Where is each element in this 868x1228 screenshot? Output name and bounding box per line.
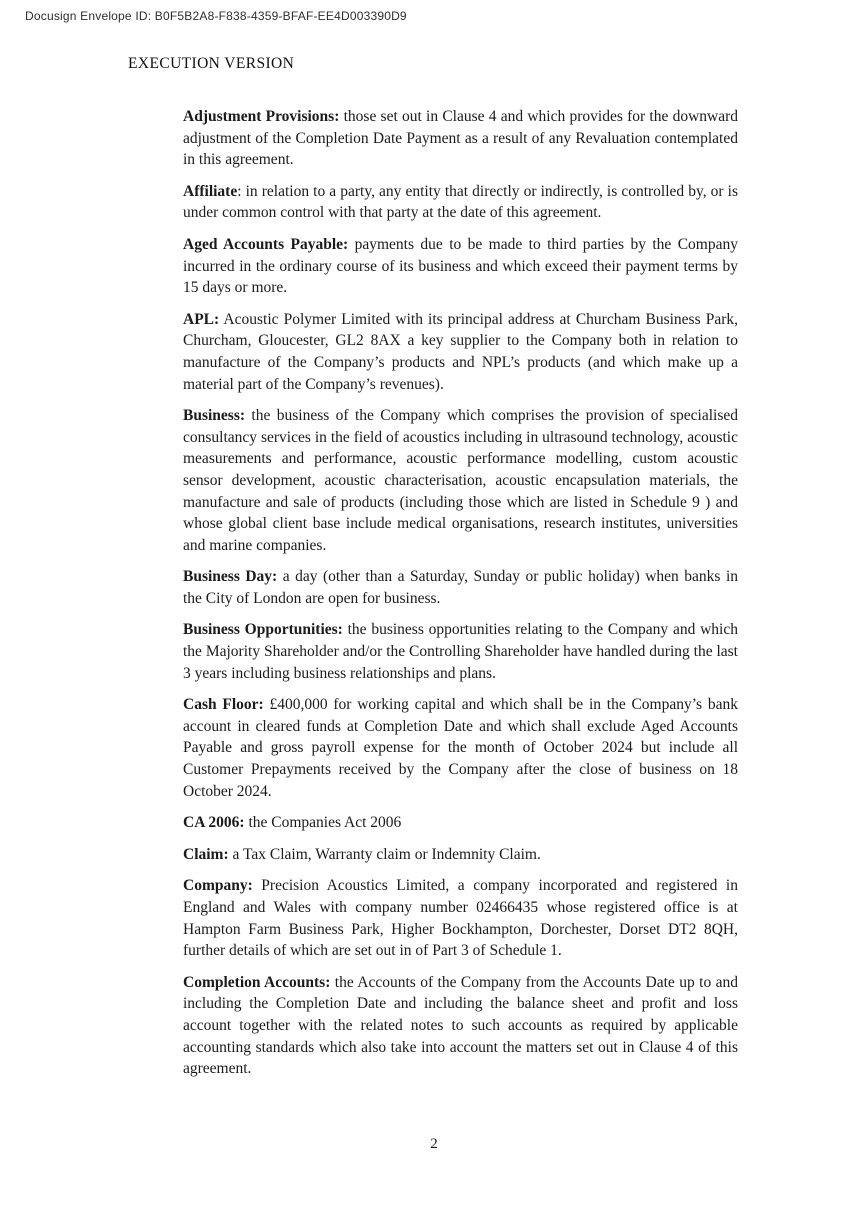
definition-body: Precision Acoustics Limited, a company incorporated and registered in England and Wales with company number 02466435 whose registered office is at Hampton Farm Business Park, Higher Bockhampton, Dorchester, Dorset DT2 8QH, further details of which are set out in of Part 3 of Schedule 1. [183, 877, 738, 960]
definition-paragraph-cash-floor [183, 694, 738, 802]
definition-paragraph-affiliate [183, 181, 738, 224]
definition-body: : in relation to a party, any entity that directly or indirectly, is controlled by, or is under common control with that party at the date of this agreement. [183, 182, 738, 222]
definition-paragraph-aged-accounts-payable [183, 234, 738, 299]
definition-body: the business opportunities relating to the Company and which the Majority Shareholder and/or the Controlling Shareholder have handled during the last 3 years including business relationships and plans. [183, 621, 738, 682]
definition-term: Company: [183, 877, 253, 895]
definition-paragraph-ca-2006 [183, 812, 738, 834]
page-number: 2 [430, 1136, 438, 1152]
definition-term: CA 2006: [183, 814, 245, 832]
definition-body: a Tax Claim, Warranty claim or Indemnity Claim. [228, 845, 541, 863]
definition-term: Aged Accounts Payable: [183, 235, 349, 253]
definition-body: £400,000 for working capital and which shall be in the Company’s bank account in cleared funds at Completion Date and which shall exclude Aged Accounts Payable and gross payroll expense for the month of October 2024 but include all Customer Prepayments received by the Company after the close of business on 18 October 2024. [183, 696, 738, 800]
definition-body: the business of the Company which comprises the provision of specialised consultancy services in the field of acoustics including in ultrasound technology, acoustic measurements and performance, acoustic performance modelling, custom acoustic sensor development, acoustic characterisation, acoustic encapsulation materials, the manufacture and sale of products (including those which are listed in Schedule 9 ) and whose global client base include medical organisations, research institutes, universities and marine companies. [183, 407, 738, 554]
definition-term: Business Opportunities: [183, 621, 343, 639]
definition-paragraph-claim [183, 844, 738, 866]
definition-term: Affiliate [183, 182, 238, 200]
definition-paragraph-company [183, 875, 738, 961]
definition-paragraph-apl [183, 309, 738, 395]
definition-paragraph-adjustment-provisions [183, 106, 738, 171]
definition-term: Cash Floor: [183, 696, 264, 714]
definition-paragraph-business-opportunities [183, 619, 738, 684]
definition-term: Claim: [183, 845, 229, 863]
definition-term: Business Day: [183, 568, 278, 586]
definition-body: Acoustic Polymer Limited with its principal address at Churcham Business Park, Churcham, Gloucester, GL2 8AX a key supplier to the Company both in relation to manufacture of the Company’s products and NPL’s products (and which make up a material part of the Company’s revenues). [183, 310, 738, 393]
definition-paragraph-business [183, 405, 738, 556]
definition-term: Business: [183, 407, 246, 425]
definition-paragraph-business-day [183, 566, 738, 609]
definition-body: a day (other than a Saturday, Sunday or public holiday) when banks in the City of London are open for business. [183, 568, 739, 607]
definition-term: Adjustment Provisions: [183, 108, 340, 125]
definition-term: Completion Accounts: [183, 973, 331, 991]
definition-body: those set out in Clause 4 and which provides for the downward adjustment of the Completion Date Payment as a result of any Revaluation contemplated in this agreement. [183, 108, 738, 169]
definition-term: APL: [183, 310, 220, 328]
definitions-section [183, 106, 738, 1090]
execution-version-label: EXECUTION VERSION [128, 55, 295, 72]
definition-paragraph-completion-accounts [183, 972, 738, 1080]
definition-body: the Accounts of the Company from the Accounts Date up to and including the Completion Date and including the balance sheet and profit and loss account together with the related notes to such accounts as required by applicable accounting standards which also take into account the matters set out in Clause 4 of this agreement. [183, 973, 738, 1078]
definition-body: payments due to be made to third parties by the Company incurred in the ordinary course of its business and which exceed their payment terms by 15 days or more. [183, 235, 738, 297]
definition-body: the Companies Act 2006 [244, 814, 402, 832]
docusign-envelope-id: Docusign Envelope ID: B0F5B2A8-F838-4359-BFAF-EE4D003390D9 [25, 9, 407, 23]
